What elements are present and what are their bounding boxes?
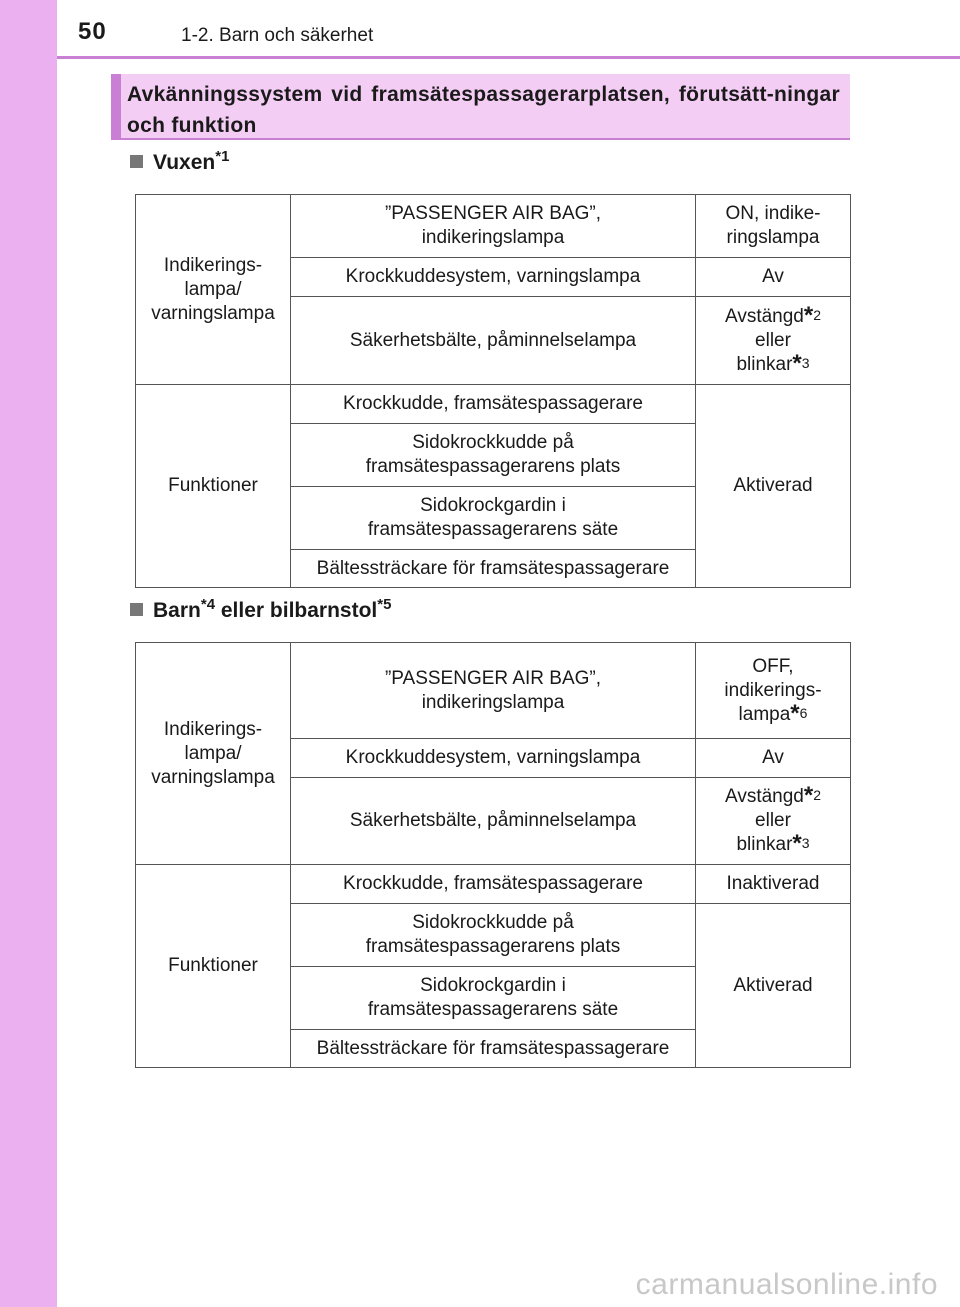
table-row (136, 195, 851, 258)
belt-item-cell: Säkerhetsbälte, påminnelselampa (291, 297, 696, 385)
cell-line: eller (755, 329, 791, 351)
cell-line (700, 830, 846, 857)
asterisk-mark: * (803, 301, 814, 329)
child-heading (130, 596, 391, 623)
functions-label-cell: Funktioner (136, 865, 291, 1068)
function-cell: Krockkudde, framsätespassagerare (291, 865, 696, 904)
function-status-cell: Inaktiverad (696, 865, 851, 904)
cell-line: varningslampa (151, 766, 275, 788)
cell-line: framsätespassagerarens plats (365, 456, 621, 477)
watermark[interactable]: carmanualsonline.info (635, 1268, 938, 1301)
section-title: Avkänningssystem vid framsätespassagerarplatsen, förutsätt-ningar och funktion (127, 83, 840, 137)
belt-item-cell: Säkerhetsbälte, påminnelselampa (291, 778, 696, 865)
cell-line: framsätespassagerarens plats (365, 936, 621, 957)
function-cell (291, 487, 696, 550)
footnote-ref: 3 (801, 835, 810, 851)
cell-line: lampa/ (184, 278, 242, 300)
child-heading-note: *4 (200, 596, 216, 613)
function-cell: Krockkudde, framsätespassagerare (291, 385, 696, 424)
footnote-ref: 3 (801, 354, 810, 371)
functions-status-cell: Aktiverad (696, 385, 851, 588)
footnote-ref: 6 (799, 704, 808, 721)
belt-status-blink: blinkar (736, 353, 793, 375)
cell-line (700, 782, 846, 809)
child-seat-heading-note: *5 (377, 596, 392, 613)
page-sidebar (0, 0, 57, 1307)
page-number: 50 (78, 18, 107, 45)
cell-line: framsätespassagerarens säte (367, 999, 619, 1020)
cell-line (700, 301, 846, 329)
cell-line: OFF, (752, 655, 794, 677)
asterisk-mark: * (792, 349, 802, 377)
cell-line: Sidokrockkudde på (412, 912, 574, 933)
table-row (136, 643, 851, 739)
adult-heading-note: *1 (215, 148, 230, 165)
child-table (135, 642, 851, 1068)
cell-line: indikerings- (724, 679, 822, 701)
footnote-ref: 2 (813, 306, 822, 323)
functions-label-cell: Funktioner (136, 385, 291, 588)
child-seat-heading-text: eller bilbarnstol (215, 599, 378, 622)
adult-heading-text: Vuxen (153, 151, 216, 174)
cell-line: ON, indike- (725, 203, 821, 224)
asterisk-mark: * (803, 782, 814, 809)
cell-line: ”PASSENGER AIR BAG”, (384, 667, 602, 689)
table-row (136, 865, 851, 904)
footnote-ref: 2 (813, 787, 822, 803)
cell-line: framsätespassagerarens säte (367, 519, 619, 540)
cell-line: Indikerings- (163, 718, 263, 740)
cell-line: indikeringslampa (421, 227, 565, 248)
function-cell (291, 904, 696, 967)
pab-status-cell (696, 195, 851, 258)
srs-status-cell: Av (696, 739, 851, 778)
asterisk-mark: * (792, 830, 802, 857)
function-cell (291, 424, 696, 487)
pab-item-cell (291, 195, 696, 258)
belt-status-blink: blinkar (736, 834, 793, 855)
pab-item-cell (291, 643, 696, 739)
header-divider (57, 56, 960, 59)
belt-status-cell (696, 778, 851, 865)
function-cell: Bältessträckare för framsätespassagerare (291, 550, 696, 588)
cell-line: varningslampa (151, 302, 275, 324)
cell-line: ringslampa (726, 227, 820, 248)
section-title-box (111, 74, 850, 140)
cell-line: ”PASSENGER AIR BAG”, (384, 203, 602, 224)
child-heading-text: Barn (153, 599, 201, 622)
functions-status-cell: Aktiverad (696, 904, 851, 1068)
indicator-label-cell (136, 643, 291, 865)
cell-line: lampa/ (184, 742, 242, 764)
square-bullet-icon (130, 155, 143, 168)
pab-status-cell (696, 643, 851, 739)
adult-table (135, 194, 851, 588)
belt-status-cell (696, 297, 851, 385)
adult-heading (130, 148, 229, 175)
function-cell: Bältessträckare för framsätespassagerare (291, 1030, 696, 1068)
cell-line (700, 349, 846, 377)
srs-item-cell: Krockkuddesystem, varningslampa (291, 739, 696, 778)
indicator-label-cell (136, 195, 291, 385)
cell-line: Sidokrockkudde på (412, 432, 574, 453)
belt-status-off: Avstängd (724, 305, 804, 327)
square-bullet-icon (130, 603, 143, 616)
srs-item-cell: Krockkuddesystem, varningslampa (291, 258, 696, 297)
cell-line: Indikerings- (163, 254, 263, 276)
section-reference: 1-2. Barn och säkerhet (181, 25, 374, 46)
pab-status-lamp: lampa (738, 703, 791, 725)
asterisk-mark: * (790, 699, 800, 727)
cell-line: indikeringslampa (421, 691, 565, 713)
cell-line: Sidokrockgardin i (420, 495, 566, 516)
srs-status-cell: Av (696, 258, 851, 297)
belt-status-off: Avstängd (724, 786, 804, 807)
function-cell (291, 967, 696, 1030)
cell-line: eller (755, 810, 791, 831)
table-row (136, 385, 851, 424)
cell-line (700, 699, 846, 727)
cell-line: Sidokrockgardin i (420, 975, 566, 996)
